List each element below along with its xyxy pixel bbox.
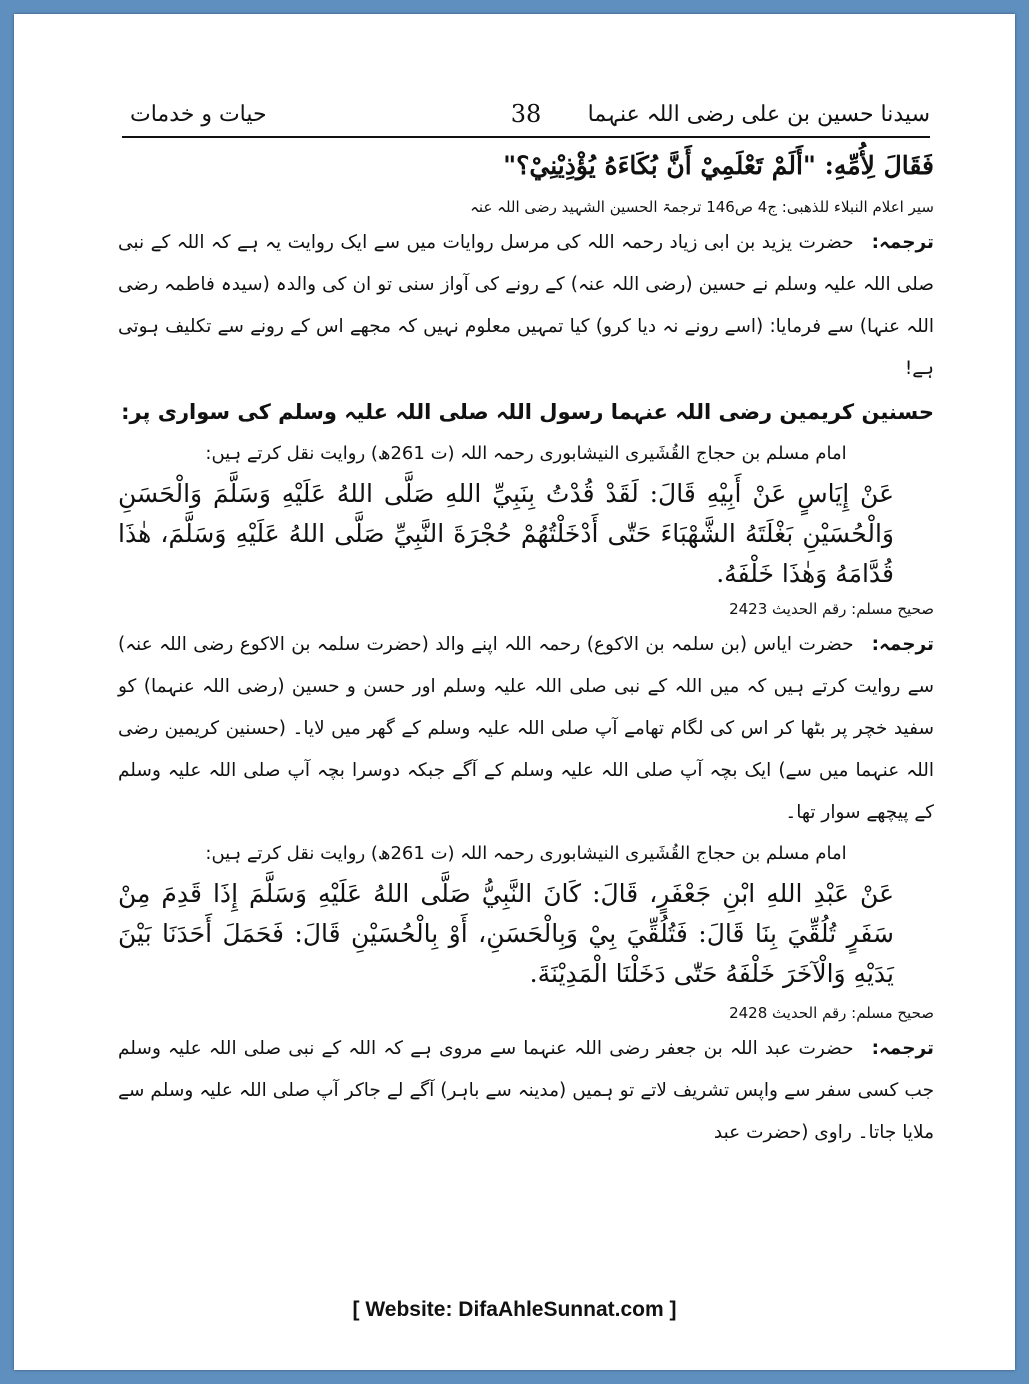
arabic-quote: فَقَالَ لِأُمِّهِ: "أَلَمْ تَعْلَمِيْ أَنَّ بُكَاءَهُ يُؤْذِيْنِيْ؟" [503,151,934,180]
translation-text: حضرت یزید بن ابی زیاد رحمہ اللہ کی مرسل روایات میں سے ایک روایت یہ ہے کہ اللہ کے نبی صلی اللہ علیہ وسلم نے حسین (رضی اللہ عنہ) کے رونے کی آواز سنی تو ان کی والدہ (سیدہ فاطمہ رضی اللہ عنہا) سے فرمایا: (اسے رونے نہ دیا کرو) کیا تمہیں معلوم نہیں کہ مجھے اس کے رونے سے تکلیف ہوتی ہے! [118,232,934,379]
arabic-hadith: عَنْ إِيَاسٍ عَنْ أَبِيْهِ قَالَ: لَقَدْ قُدْتُ بِنَبِيِّ اللهِ صَلَّى اللهُ عَلَيْهِ وَسَلَّمَ وَالْحَسَنِ وَالْحُسَيْنِ بَغْلَتَهُ الشَّهْبَاءَ حَتّٰى أَدْخَلْتُهُمْ حُجْرَةَ النَّبِيِّ صَلَّى اللهُ عَلَيْهِ وَسَلَّمَ، هٰذَا قُدَّامَهُ وَهٰذَا خَلْفَهُ. [118,479,894,588]
translation-text: حضرت عبد اللہ بن جعفر رضی اللہ عنہما سے مروی ہے کہ اللہ کے نبی صلی اللہ علیہ وسلم جب کسی سفر سے واپس تشریف لاتے تو ہمیں (مدینہ سے باہر) آگے لے جاکر آپ صلی اللہ علیہ وسلم سے ملایا جاتا۔ راوی (حضرت عبد [118,1038,934,1143]
translation-paragraph [118,624,934,834]
narration-intro: امام مسلم بن حجاج القُشَیری النیشابوری رحمہ اللہ (ت 261ھ) روایت نقل کرتے ہیں: [205,843,847,864]
reference-citation: صحیح مسلم: رقم الحدیث 2423 [729,600,934,618]
header-divider [122,136,930,138]
page-header [122,96,930,138]
page-body [118,142,934,1154]
section-heading: حسنین کریمین رضی اللہ عنہما رسول اللہ صلی اللہ علیہ وسلم کی سواری پر: [121,400,934,424]
translation-paragraph [118,1028,934,1154]
translation-label: ترجمہ: [871,232,934,253]
reference-citation: سیر اعلام النبلاء للذھبی: ج4 ص146 ترجمۃ الحسین الشہید رضی اللہ عنہ [470,198,934,216]
section-title: حیات و خدمات [130,102,267,127]
translation-label: ترجمہ: [871,1038,934,1059]
translation-label: ترجمہ: [871,634,934,655]
translation-text: حضرت ایاس (بن سلمہ بن الاکوع) رحمہ اللہ اپنے والد (حضرت سلمہ بن الاکوع رضی اللہ عنہ) سے روایت کرتے ہیں کہ میں اللہ کے نبی صلی اللہ علیہ وسلم اور حسن و حسین (رضی اللہ عنہما) کو سفید خچر پر بٹھا کر اس کی لگام تھامے آپ صلی اللہ علیہ وسلم کے گھر میں لایا۔ (حسنین کریمین رضی اللہ عنہما میں سے) ایک بچہ آپ صلی اللہ علیہ وسلم کے آگے جبکہ دوسرا بچہ آپ صلی اللہ علیہ وسلم کے پیچھے سوار تھا۔ [118,634,934,823]
reference-citation: صحیح مسلم: رقم الحدیث 2428 [729,1004,934,1022]
arabic-hadith: عَنْ عَبْدِ اللهِ ابْنِ جَعْفَرٍ، قَالَ: كَانَ النَّبِيُّ صَلَّى اللهُ عَلَيْهِ وَسَلَّمَ إِذَا قَدِمَ مِنْ سَفَرٍ تُلُقِّيَ بِنَا قَالَ: فَتُلُقِّيَ بِيْ وَبِالْحَسَنِ، أَوْ بِالْحُسَيْنِ قَالَ: فَحَمَلَ أَحَدَنَا بَيْنَ يَدَيْهِ وَالْآخَرَ خَلْفَهُ حَتّٰى دَخَلْنَا الْمَدِيْنَةَ. [118,879,894,988]
translation-paragraph [118,222,934,390]
website-footer: [ Website: DifaAhleSunnat.com ] [352,1298,677,1321]
narration-intro: امام مسلم بن حجاج القُشَیری النیشابوری رحمہ اللہ (ت 261ھ) روایت نقل کرتے ہیں: [205,443,847,464]
book-title: سیدنا حسین بن علی رضی اللہ عنہما [587,102,930,127]
book-page [14,14,1015,1370]
page-number: 38 [510,100,542,128]
